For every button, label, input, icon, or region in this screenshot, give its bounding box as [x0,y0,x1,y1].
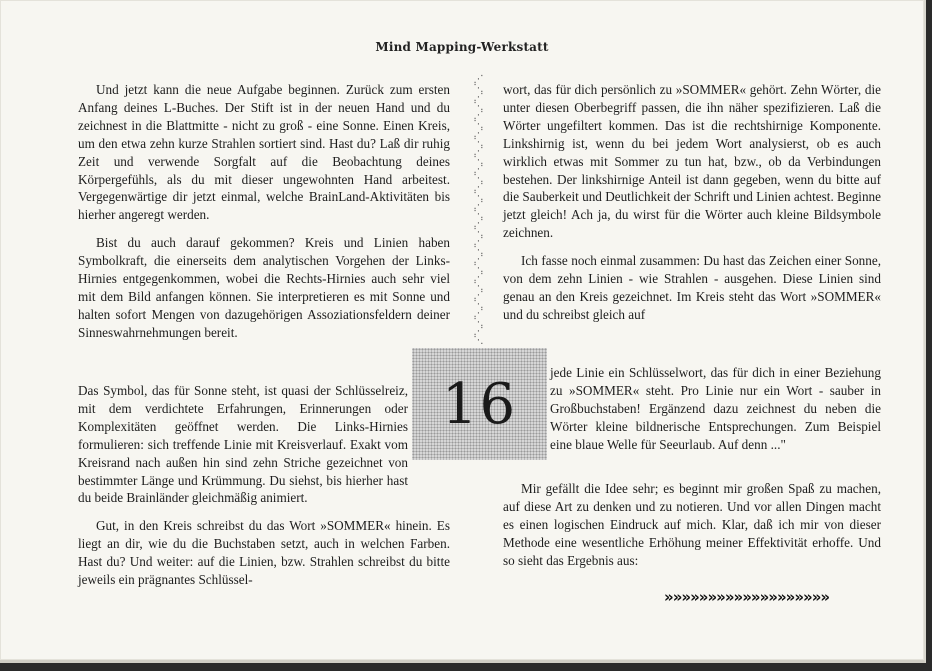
right-paragraph-3: jede Linie ein Schlüsselwort, das für dich in einer Beziehung zu »SOMMER« steht. Pro Linie nur ein Wort - sauber in Großbuchstaben! Ergänzend dazu zeichnest du neben die Wörter kleine bildnerische Entsprechungen. Zum Beispiel eine blaue Welle für Seeurlaub. Auf denn ..." [550,365,881,452]
right-paragraph-2: Ich fasse noch einmal zusammen: Du hast das Zeichen einer Sonne, von dem zehn Linien - wie Strahlen - ausgehen. Diese Linien sind genau an den Kreis gezeichnet. Im Kreis steht das Wort »SOMMER« und du schreibst gleich auf [503,253,881,322]
running-header: Mind Mapping-Werkstatt [375,40,549,54]
right-column-upper [503,81,881,324]
left-column-upper [78,81,450,342]
right-paragraph-1: wort, das für dich persönlich zu »SOMMER« gehört. Zehn Wörter, die unter diesen Oberbegriff passen, die ihn näher spezifizieren. Laß die Wörter ungefiltert kommen. Das ist die rechtshirnige Komponente. Linkshirnig ist, wenn du bei jedem Wort analysierst, ob es auch wirklich etwas mit Sommer zu tun hat, bzw., ob da Verbindungen bestehen. Der linkshirnige Anteil ist dann gegeben, wenn du bitte auf die Sauberkeit und Deutlichkeit der Schrift und Linien achtest. Beginne jetzt gleich! Ach ja, du wirst für die Wörter auch kleine Bildsymbole zeichnen. [503,82,881,241]
left-paragraph-2: Bist du auch darauf gekommen? Kreis und Linien haben Symbolkraft, die einerseits dem analytischen Vorgehen der Links-Hirnies entgegenkommen, wobei die Rechts-Hirnies auch sehr viel mit dem Bild anfangen können. Sie interpretieren es mit Sonne und halten sofort Mengen von dazugehörigen Assoziationsfeldern deiner Sinneswahrnehmungen bereit. [78,235,450,340]
left-column-lower [78,382,450,589]
page-number: 16 [441,371,518,437]
left-paragraph-3: Das Symbol, das für Sonne steht, ist quasi der Schlüsselreiz, mit dem verdichtete Erfahrungen, Erinnerungen oder Komplexitäten geöffnet werden. Die Links-Hirnies formulieren: sich treffende Linie mit Kreisverlauf. Exakt vom Kreisrand nach außen hin sind zehn Striche gezeichnet von bestimmter Länge und Krümmung. Du siehst, bis hierher hast du beide Brainländer gleichmäßig animiert. [78,383,408,506]
right-column-wrap [550,364,881,454]
column-divider: ⋰ ⋱ ⋰ ⋱ ⋰ ⋱ ⋰ ⋱ ⋰ ⋱ ⋰ ⋱ ⋰ ⋱ ⋰ ⋱ ⋰ ⋱ ⋰ ⋱ ⋰ ⋱ ⋰ ⋱ ⋰ ⋱ ⋰ ⋱ ⋰ ⋱ [473,74,483,346]
right-paragraph-4: Mir gefällt die Idee sehr; es beginnt mir großen Spaß zu machen, auf diese Art zu denken und zu notieren. Und vor allen Dingen macht es einen logischen Eindruck auf mich. Klar, daß ich mir von dieser Methode eine wesentliche Erhöhung meiner Effektivität erhoffe. Und so sieht das Ergebnis aus: [503,481,881,568]
page-number-box [412,348,547,460]
continue-arrows: »»»»»»»»»»»»»»»»»»» [664,588,830,606]
left-paragraph-4: Gut, in den Kreis schreibst du das Wort »SOMMER« hinein. Es liegt an dir, wie du die Buchstaben setzt, auch in welchen Farben. Hast du? Und weiter: auf die Linien, bzw. Strahlen schreibst du bitte jeweils ein prägnantes Schlüssel- [78,518,450,588]
right-column-lower [503,480,881,580]
left-paragraph-1: Und jetzt kann die neue Aufgabe beginnen. Zurück zum ersten Anfang deines L-Buches. Der Stift ist in der neuen Hand und du zeichnest in die Blattmitte - nicht zu groß - eine Sonne. Einen Kreis, um den etwa zehn kurze Strahlen sortiert sind. Hast du? Laß dir ruhig Zeit und verwende Sorgfalt auf die Beobachtung deines Körpergefühls, als du mit dieser ungewohnten Hand arbeitest. Vergegenwärtige dir jetzt einmal, welche BrainLand-Aktivitäten bis hierher angeregt werden. [78,82,450,223]
